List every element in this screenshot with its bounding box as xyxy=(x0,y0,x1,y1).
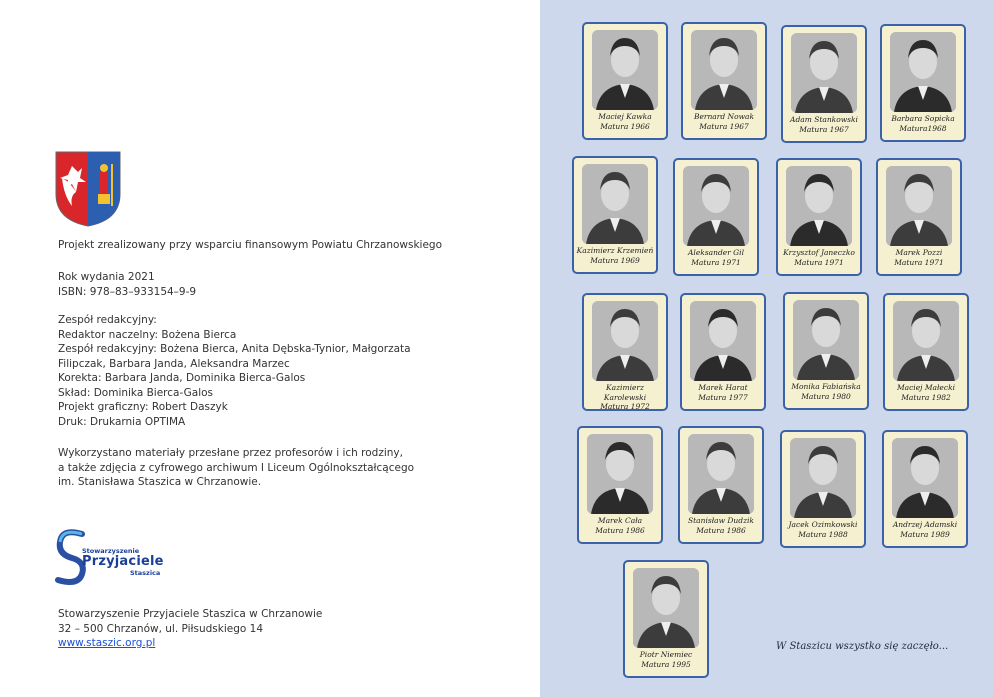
portrait-photo xyxy=(886,166,952,246)
card-caption xyxy=(885,383,967,402)
card-caption xyxy=(785,382,867,401)
card-caption xyxy=(878,248,960,267)
card-caption xyxy=(625,650,707,669)
graduate-card xyxy=(781,25,867,143)
graduate-card xyxy=(783,292,869,410)
graduate-card xyxy=(780,430,866,548)
graduation-year: Matura 1986 xyxy=(696,525,746,535)
portrait-photo xyxy=(892,438,958,518)
publication-info xyxy=(58,270,196,299)
portrait-photo xyxy=(688,434,754,514)
graduate-card xyxy=(883,293,969,411)
graduate-name: Krzysztof Janeczko xyxy=(783,248,855,257)
graduate-name: Andrzej Adamski xyxy=(892,520,958,529)
portrait-photo xyxy=(633,568,699,648)
support-note xyxy=(58,238,442,253)
graduate-name: Stanisław Dudzik xyxy=(688,516,754,525)
graduate-name: Monika Fabiańska xyxy=(791,382,861,391)
portrait-photo xyxy=(790,438,856,518)
publication-year: Rok wydania 2021 xyxy=(58,271,155,283)
card-caption xyxy=(882,114,964,133)
materials-line-1: Wykorzystano materiały przesłane przez profesorów i ich rodziny, xyxy=(58,447,403,459)
graduate-card xyxy=(681,22,767,140)
graduate-name: Marek Pozzi xyxy=(895,248,943,257)
graduate-name: Kazimierz Krzemień xyxy=(576,246,654,255)
card-caption xyxy=(579,516,661,535)
graduation-year: Matura 1986 xyxy=(595,525,645,535)
portrait-photo xyxy=(893,301,959,381)
portrait-photo xyxy=(890,32,956,112)
graduate-card xyxy=(678,426,764,544)
portrait-photo xyxy=(592,301,658,381)
graduate-name: Jacek Ozimkowski xyxy=(788,520,858,529)
card-caption xyxy=(680,516,762,535)
portrait-photo xyxy=(791,33,857,113)
graduate-card xyxy=(577,426,663,544)
isbn: ISBN: 978–83–933154–9-9 xyxy=(58,285,197,298)
typesetting: Skład: Dominika Bierca-Galos xyxy=(58,386,214,399)
logo-line-1: Stowarzyszenie xyxy=(82,547,140,555)
materials-note xyxy=(58,446,414,490)
team-line-1: Zespół redakcyjny: Bożena Bierca, Anita Dębska-Tynior, Małgorzata xyxy=(58,343,411,355)
graduation-year: Matura 1966 xyxy=(600,121,650,131)
support-text: Projekt zrealizowany przy wsparciu finansowym Powiatu Chrzanowskiego xyxy=(58,239,443,251)
graduation-year: Matura 1977 xyxy=(698,392,748,402)
graduation-year: Matura 1967 xyxy=(699,121,749,131)
card-caption xyxy=(682,383,764,402)
graphic-design: Projekt graficzny: Robert Daszyk xyxy=(58,401,228,413)
graduation-year: Matura 1972 xyxy=(600,402,650,411)
graduate-name: Adam Stankowski xyxy=(790,115,858,124)
graduation-year: Matura1968 xyxy=(899,123,947,133)
graduate-card xyxy=(876,158,962,276)
graduation-year: Matura 1982 xyxy=(901,392,951,402)
card-caption xyxy=(683,112,765,131)
card-caption xyxy=(675,248,757,267)
card-caption xyxy=(782,520,864,539)
graduate-name: Maciej Małecki xyxy=(896,383,956,392)
card-caption xyxy=(574,246,656,265)
portrait-photo xyxy=(786,166,852,246)
portrait-photo xyxy=(683,166,749,246)
contact-info xyxy=(58,607,322,651)
graduate-card xyxy=(623,560,709,678)
materials-line-3: im. Stanisława Staszica w Chrzanowie. xyxy=(58,476,262,488)
portrait-photo xyxy=(691,30,757,110)
portrait-photo xyxy=(592,30,658,110)
graduation-year: Matura 1995 xyxy=(641,659,691,669)
portrait-photo xyxy=(582,164,648,244)
materials-line-2: a także zdjęcia z cyfrowego archiwum I Liceum Ogólnokształcącego xyxy=(58,461,415,474)
card-caption xyxy=(584,112,666,131)
portrait-photo xyxy=(793,300,859,380)
card-caption xyxy=(783,115,865,134)
portrait-photo xyxy=(587,434,653,514)
graduate-name: Barbara Sopicka xyxy=(891,114,955,123)
logo-line-2: Przyjaciele xyxy=(82,554,164,569)
graduation-year: Matura 1967 xyxy=(799,124,849,134)
graduate-name: Marek Harat xyxy=(698,383,748,392)
graduate-card xyxy=(880,24,966,142)
editor-in-chief: Redaktor naczelny: Bożena Bierca xyxy=(58,328,237,341)
logo-line-3: Staszica xyxy=(130,569,161,577)
printing: Druk: Drukarnia OPTIMA xyxy=(58,415,186,428)
graduate-card xyxy=(582,22,668,140)
association-logo xyxy=(52,528,162,588)
graduate-name: Piotr Niemiec xyxy=(639,650,693,659)
graduate-name: Kazimierz Karolewski xyxy=(603,383,647,402)
graduation-year: Matura 1988 xyxy=(798,529,848,539)
card-caption xyxy=(884,520,966,539)
graduate-name: Maciej Kawka xyxy=(598,112,652,121)
team-line-2: Filipczak, Barbara Janda, Aleksandra Marzec xyxy=(58,357,290,370)
graduate-card xyxy=(582,293,668,411)
graduation-year: Matura 1971 xyxy=(691,257,741,267)
card-caption xyxy=(584,383,666,412)
motto: W Staszicu wszystko się zaczęło... xyxy=(776,641,949,652)
graduation-year: Matura 1980 xyxy=(801,391,851,401)
graduate-name: Aleksander Gil xyxy=(688,248,744,257)
card-caption xyxy=(778,248,860,267)
graduate-name: Marek Cała xyxy=(597,516,643,525)
graduate-name: Bernard Nowak xyxy=(693,112,755,121)
graduate-card xyxy=(882,430,968,548)
graduation-year: Matura 1969 xyxy=(590,255,640,265)
graduate-card xyxy=(673,158,759,276)
team-heading: Zespół redakcyjny: xyxy=(58,314,157,326)
graduation-year: Matura 1989 xyxy=(900,529,950,539)
graduate-card xyxy=(572,156,658,274)
portrait-photo xyxy=(690,301,756,381)
org-website-link[interactable]: www.staszic.org.pl xyxy=(58,637,156,649)
coat-of-arms-icon xyxy=(54,150,122,228)
org-address: 32 – 500 Chrzanów, ul. Piłsudskiego 14 xyxy=(58,622,264,635)
editorial-team xyxy=(58,313,411,429)
proofreading: Korekta: Barbara Janda, Dominika Bierca-Galos xyxy=(58,372,306,384)
org-name: Stowarzyszenie Przyjaciele Staszica w Chrzanowie xyxy=(58,608,323,620)
graduate-card xyxy=(680,293,766,411)
graduation-year: Matura 1971 xyxy=(894,257,944,267)
graduate-card xyxy=(776,158,862,276)
graduation-year: Matura 1971 xyxy=(794,257,844,267)
